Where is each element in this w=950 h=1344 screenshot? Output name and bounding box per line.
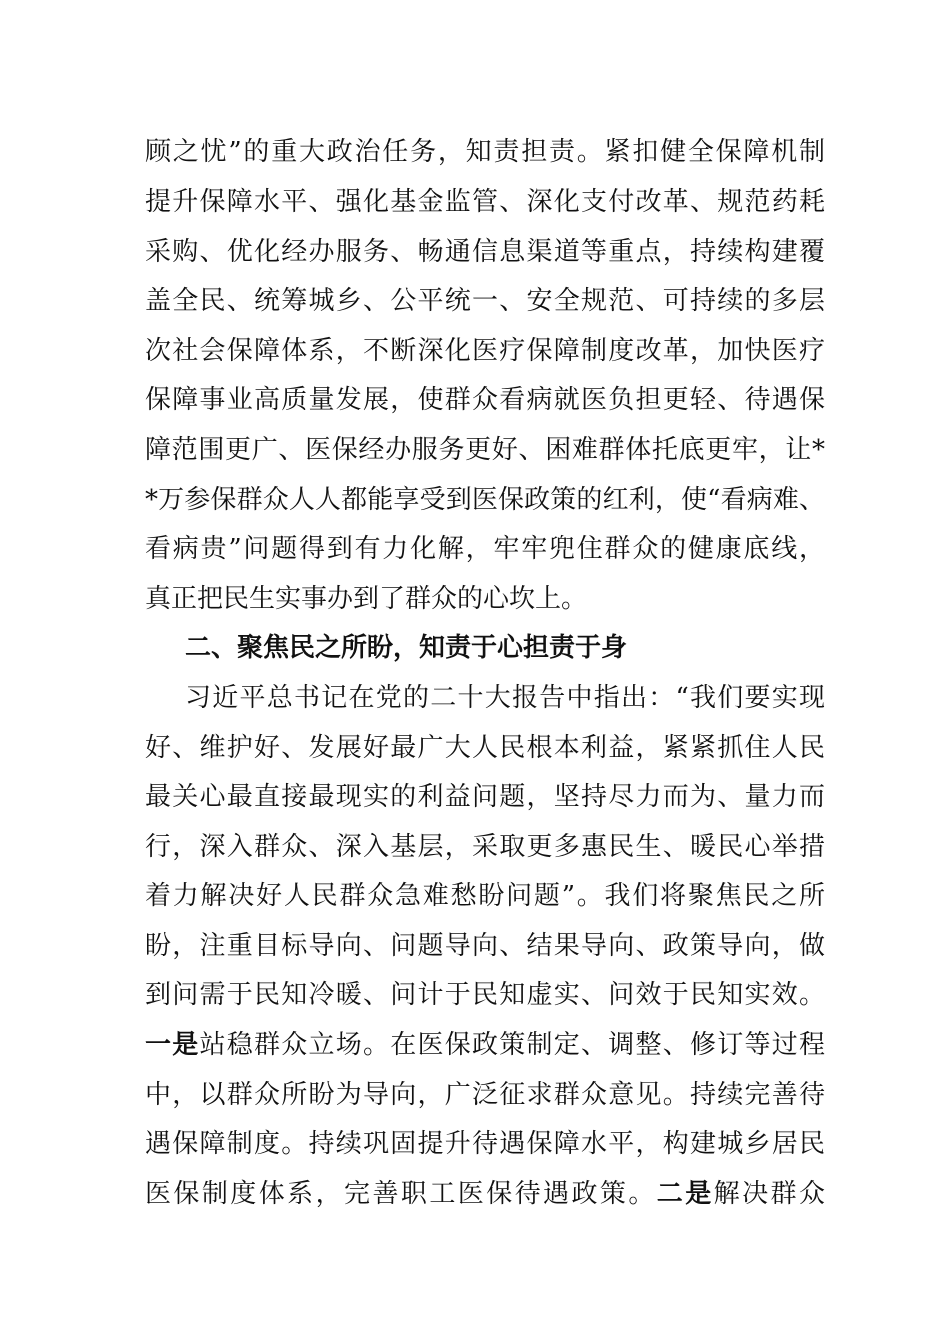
paragraph-line: 顾之忧”的重大政治任务，知责担责。紧扣健全保障机制 — [145, 137, 825, 167]
paragraph-line: 着力解决好人民群众急难愁盼问题”。我们将聚焦民之所 — [145, 881, 825, 911]
paragraph-line: 采购、优化经办服务、畅通信息渠道等重点，持续构建覆 — [145, 237, 825, 267]
paragraph-line: 盼，注重目标导向、问题导向、结果导向、政策导向，做 — [145, 931, 825, 961]
paragraph-line — [145, 1174, 825, 1214]
line-text: 站稳群众立场。在医保政策制定、调整、修订等过程 — [199, 1030, 825, 1060]
paragraph-line: 提升保障水平、强化基金监管、深化支付改革、规范药耗 — [145, 187, 825, 217]
paragraph-line: 遇保障制度。持续巩固提升待遇保障水平，构建城乡居民 — [145, 1129, 825, 1159]
bold-marker: 二是 — [656, 1179, 714, 1209]
paragraph-line: 盖全民、统筹城乡、公平统一、安全规范、可持续的多层 — [145, 286, 825, 316]
paragraph-line: 次社会保障体系，不断深化医疗保障制度改革，加快医疗 — [145, 336, 825, 366]
paragraph-line: 好、维护好、发展好最广大人民根本利益，紧紧抓住人民 — [145, 733, 825, 763]
bold-marker: 一是 — [145, 1030, 200, 1060]
line-text: 医保制度体系，完善职工医保待遇政策。 — [145, 1179, 657, 1209]
paragraph-line: 中，以群众所盼为导向，广泛征求群众意见。持续完善待 — [145, 1080, 825, 1110]
paragraph-line: 障范围更广、医保经办服务更好、困难群体托底更牢，让* — [145, 435, 825, 465]
paragraph-line — [145, 1025, 825, 1065]
line-text: 解决群众 — [713, 1179, 825, 1209]
paragraph-line: 看病贵”问题得到有力化解，牢牢兜住群众的健康底线， — [145, 534, 825, 564]
paragraph-line: 保障事业高质量发展，使群众看病就医负担更轻、待遇保 — [145, 385, 825, 415]
paragraph-line: 真正把民生实事办到了群众的心坎上。 — [145, 584, 588, 614]
section-heading: 二、聚焦民之所盼，知责于心担责于身 — [185, 633, 628, 663]
paragraph-line: 习近平总书记在党的二十大报告中指出：“我们要实现 — [185, 683, 825, 713]
paragraph-line: 到问需于民知冷暖、问计于民知虚实、问效于民知实效。 — [145, 980, 825, 1010]
paragraph-line: 行，深入群众、深入基层，采取更多惠民生、暖民心举措 — [145, 832, 825, 862]
paragraph-line: *万参保群众人人都能享受到医保政策的红利，使“看病难、 — [145, 485, 825, 515]
paragraph-line: 最关心最直接最现实的利益问题，坚持尽力而为、量力而 — [145, 782, 825, 812]
